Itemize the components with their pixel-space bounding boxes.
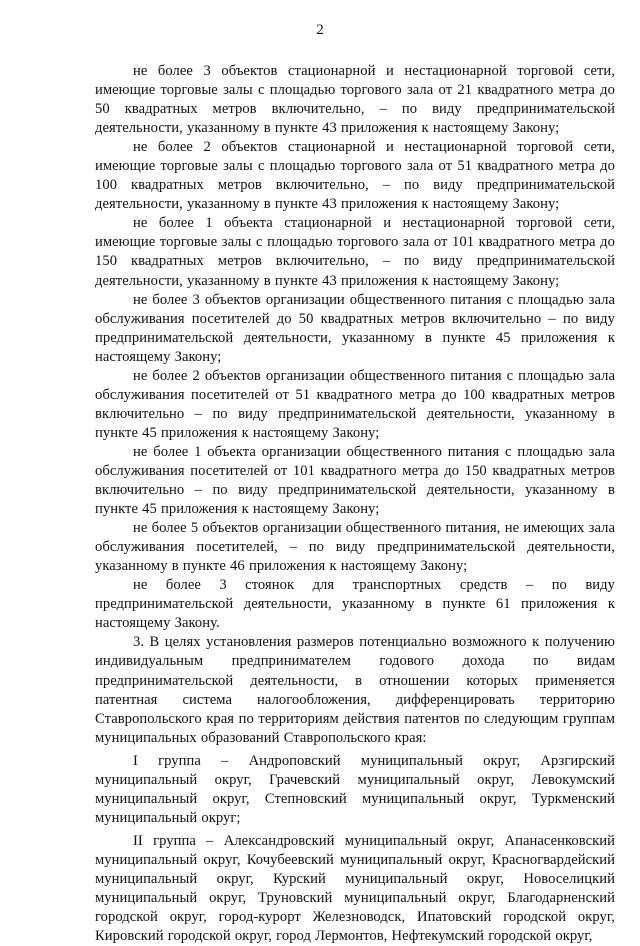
paragraph-retail-limit-50: не более 3 объектов стационарной и нестационарной торговой сети, имеющие торговые залы с площадью торгового зала от 21 квадратного метра до 50 квадратных метров включительно, – по виду предпринимательской деятельности, указанному в пункте 43 приложения к настоящему Закону;: [95, 63, 615, 137]
paragraph-section-3: 3. В целях установления размеров потенциально возможного к получению индивидуальным предпринимателем годового дохода по видам предпринимательской деятельности, в отношении которых применяется патентная система налогообложения, дифференцировать территорию Ставропольского края по территориям действия патентов по следующим группам муниципальных образований Ставропольского края:: [95, 634, 615, 746]
paragraph-retail-limit-100: не более 2 объектов стационарной и нестационарной торговой сети, имеющие торговые залы с площадью торгового зала от 51 квадратного метра до 100 квадратных метров включительно, – по виду предпринимательской деятельности, указанному в пункте 43 приложения к настоящему Закону;: [95, 139, 615, 213]
paragraph-group-2: II группа – Александровский муниципальный округ, Апанасенковский муниципальный округ, Кочубеевский муниципальный округ, Красногвардейский муниципальный округ, Курский муниципальный округ, Новоселицкий муниципальный округ, Труновский муниципальный округ, Благодарненский городской округ, город-курорт Железноводск, Ипатовский городской округ, Кировский городской округ, город Лермонтов, Нефтекумский городской округ,: [95, 832, 615, 945]
paragraph-parking-limit: не более 3 стоянок для транспортных средств – по виду предпринимательской деятельности, указанному в пункте 61 приложения к настоящему Закону.: [95, 577, 615, 632]
page-number: 2: [316, 22, 324, 38]
paragraph-catering-limit-50: не более 3 объектов организации общественного питания с площадью зала обслуживания посетителей до 50 квадратных метров включительно – по виду предпринимательской деятельности, указанному в пункте 45 приложения к настоящему Закону;: [95, 291, 615, 365]
paragraph-catering-limit-100: не более 2 объектов организации общественного питания с площадью зала обслуживания посетителей от 51 квадратного метра до 100 квадратных метров включительно – по виду предпринимательской деятельности, указанному в пункте 45 приложения к настоящему Закону;: [95, 367, 615, 441]
paragraph-group-1: I группа – Андроповский муниципальный округ, Арзгирский муниципальный округ, Грачевский муниципальный округ, Левокумский муниципальный округ, Степновский муниципальный округ, Туркменский муниципальный округ;: [95, 752, 615, 826]
paragraph-catering-limit-150: не более 1 объекта организации общественного питания с площадью зала обслуживания посетителей от 101 квадратного метра до 150 квадратных метров включительно – по виду предпринимательской деятельности, указанному в пункте 45 приложения к настоящему Закону;: [95, 443, 615, 518]
paragraph-retail-limit-150: не более 1 объекта стационарной и нестационарной торговой сети, имеющие торговые залы с площадью торгового зала от 101 квадратного метра до 150 квадратных метров включительно, – по виду предпринимательской деятельности, указанному в пункте 43 приложения к настоящему Закону;: [95, 215, 615, 289]
document-body: [95, 62, 615, 946]
paragraph-catering-no-hall: не более 5 объектов организации общественного питания, не имеющих зала обслуживания посетителей, – по виду предпринимательской деятельности, указанному в пункте 46 приложения к настоящему Закону;: [95, 520, 615, 575]
